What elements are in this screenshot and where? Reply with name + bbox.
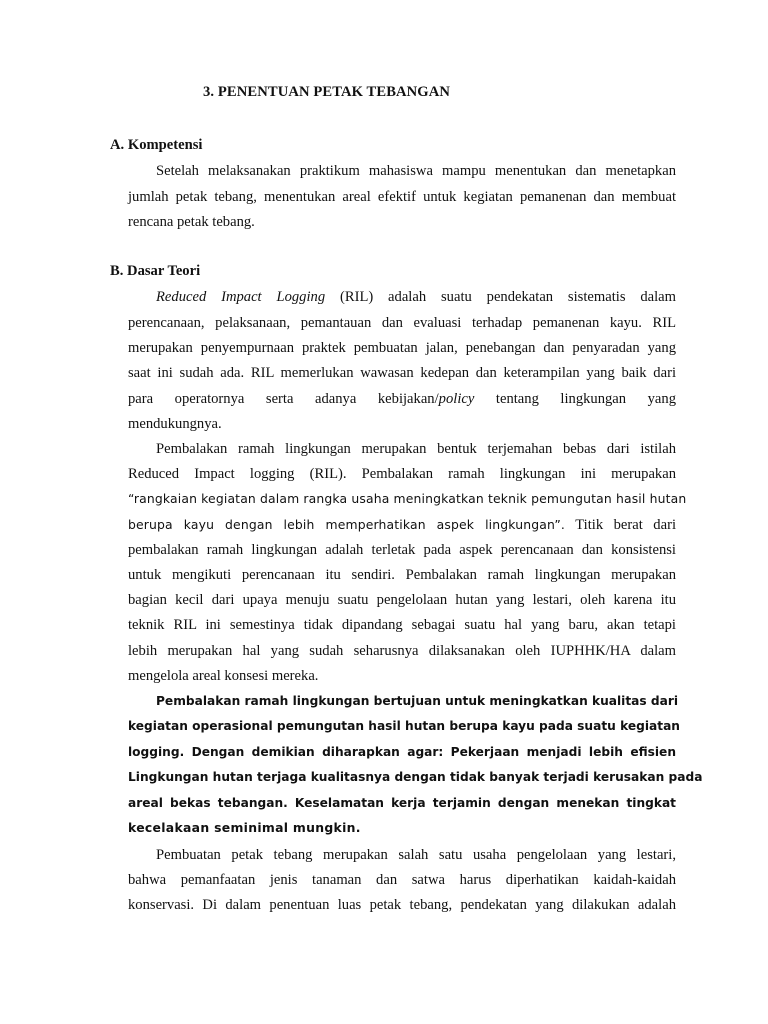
paragraph-line: logging. Dengan demikian diharapkan agar: Pekerjaan menjadi lebih efisien: [128, 745, 676, 759]
paragraph-line: pembalakan ramah lingkungan adalah terletak pada aspek perencanaan dan konsistensi: [128, 542, 676, 558]
quote-run: berupa kayu dengan lebih memperhatikan aspek lingkungan”.: [128, 517, 565, 532]
paragraph-line: teknik RIL ini semestinya tidak dipandang sebagai suatu hal yang baru, akan tetapi: [128, 617, 676, 633]
text-run: tentang lingkungan yang: [495, 391, 676, 407]
paragraph-line: merupakan penyempurnaan praktek pembuatan jalan, penebangan dan penyaradan yang: [128, 340, 676, 356]
paragraph-line: rencana petak tebang.: [128, 214, 255, 230]
text-run: (RIL) adalah suatu pendekatan sistematis dalam: [339, 289, 677, 305]
italic-term: policy: [438, 391, 475, 407]
paragraph-line: [128, 390, 676, 408]
paragraph-line: Pembalakan ramah lingkungan bertujuan untuk meningkatkan kualitas dari: [156, 694, 679, 708]
paragraph-line: Reduced Impact logging (RIL). Pembalakan ramah lingkungan ini merupakan: [128, 466, 676, 482]
text-run: para operatornya serta adanya kebijakan/: [128, 391, 439, 407]
paragraph-line: untuk mengikuti perencanaan itu sendiri. Pembalakan ramah lingkungan merupakan: [128, 567, 676, 583]
paragraph-line: saat ini sudah ada. RIL memerlukan wawasan kedepan dan keterampilan yang baik dari: [128, 365, 676, 381]
paragraph-line: areal bekas tebangan. Keselamatan kerja terjamin dengan menekan tingkat: [128, 796, 676, 810]
paragraph-line: [156, 288, 676, 306]
paragraph-line: bahwa pemanfaatan jenis tanaman dan satwa harus diperhatikan kaidah-kaidah: [128, 872, 676, 888]
paragraph-line: lebih merupakan hal yang sudah seharusnya dilaksanakan oleh IUPHHK/HA dalam: [128, 643, 676, 659]
paragraph-line: Pembalakan ramah lingkungan merupakan bentuk terjemahan bebas dari istilah: [156, 441, 676, 457]
paragraph-line: Lingkungan hutan terjaga kualitasnya dengan tidak banyak terjadi kerusakan pada: [128, 770, 703, 784]
section-a-heading: A. Kompetensi: [110, 137, 203, 153]
paragraph-line: perencanaan, pelaksanaan, pemantauan dan evaluasi terhadap pemanenan kayu. RIL: [128, 315, 676, 331]
paragraph-line: kegiatan operasional pemungutan hasil hutan berupa kayu pada suatu kegiatan: [128, 719, 680, 733]
paragraph-line: [128, 516, 676, 534]
italic-term: Reduced Impact Logging: [156, 289, 326, 305]
chapter-title: 3. PENENTUAN PETAK TEBANGAN: [203, 84, 451, 100]
paragraph-line: bagian kecil dari upaya menuju suatu pengelolaan hutan yang lestari, oleh karena itu: [128, 592, 676, 608]
paragraph-line: jumlah petak tebang, menentukan areal efektif untuk kegiatan pemanenan dan membuat: [128, 189, 676, 205]
paragraph-line: Setelah melaksanakan praktikum mahasiswa mampu menentukan dan menetapkan: [156, 163, 676, 179]
paragraph-line: Pembuatan petak tebang merupakan salah satu usaha pengelolaan yang lestari,: [156, 847, 676, 863]
paragraph-line: mendukungnya.: [128, 416, 222, 432]
section-b-heading: B. Dasar Teori: [110, 263, 201, 279]
paragraph-line: konservasi. Di dalam penentuan luas petak tebang, pendekatan yang dilakukan adalah: [128, 897, 676, 913]
paragraph-line: mengelola areal konsesi mereka.: [128, 668, 319, 684]
paragraph-line: kecelakaan seminimal mungkin.: [128, 820, 361, 835]
text-run: Titik berat dari: [575, 517, 676, 533]
paragraph-line: “rangkaian kegiatan dalam rangka usaha meningkatkan teknik pemungutan hasil hutan: [128, 491, 687, 506]
